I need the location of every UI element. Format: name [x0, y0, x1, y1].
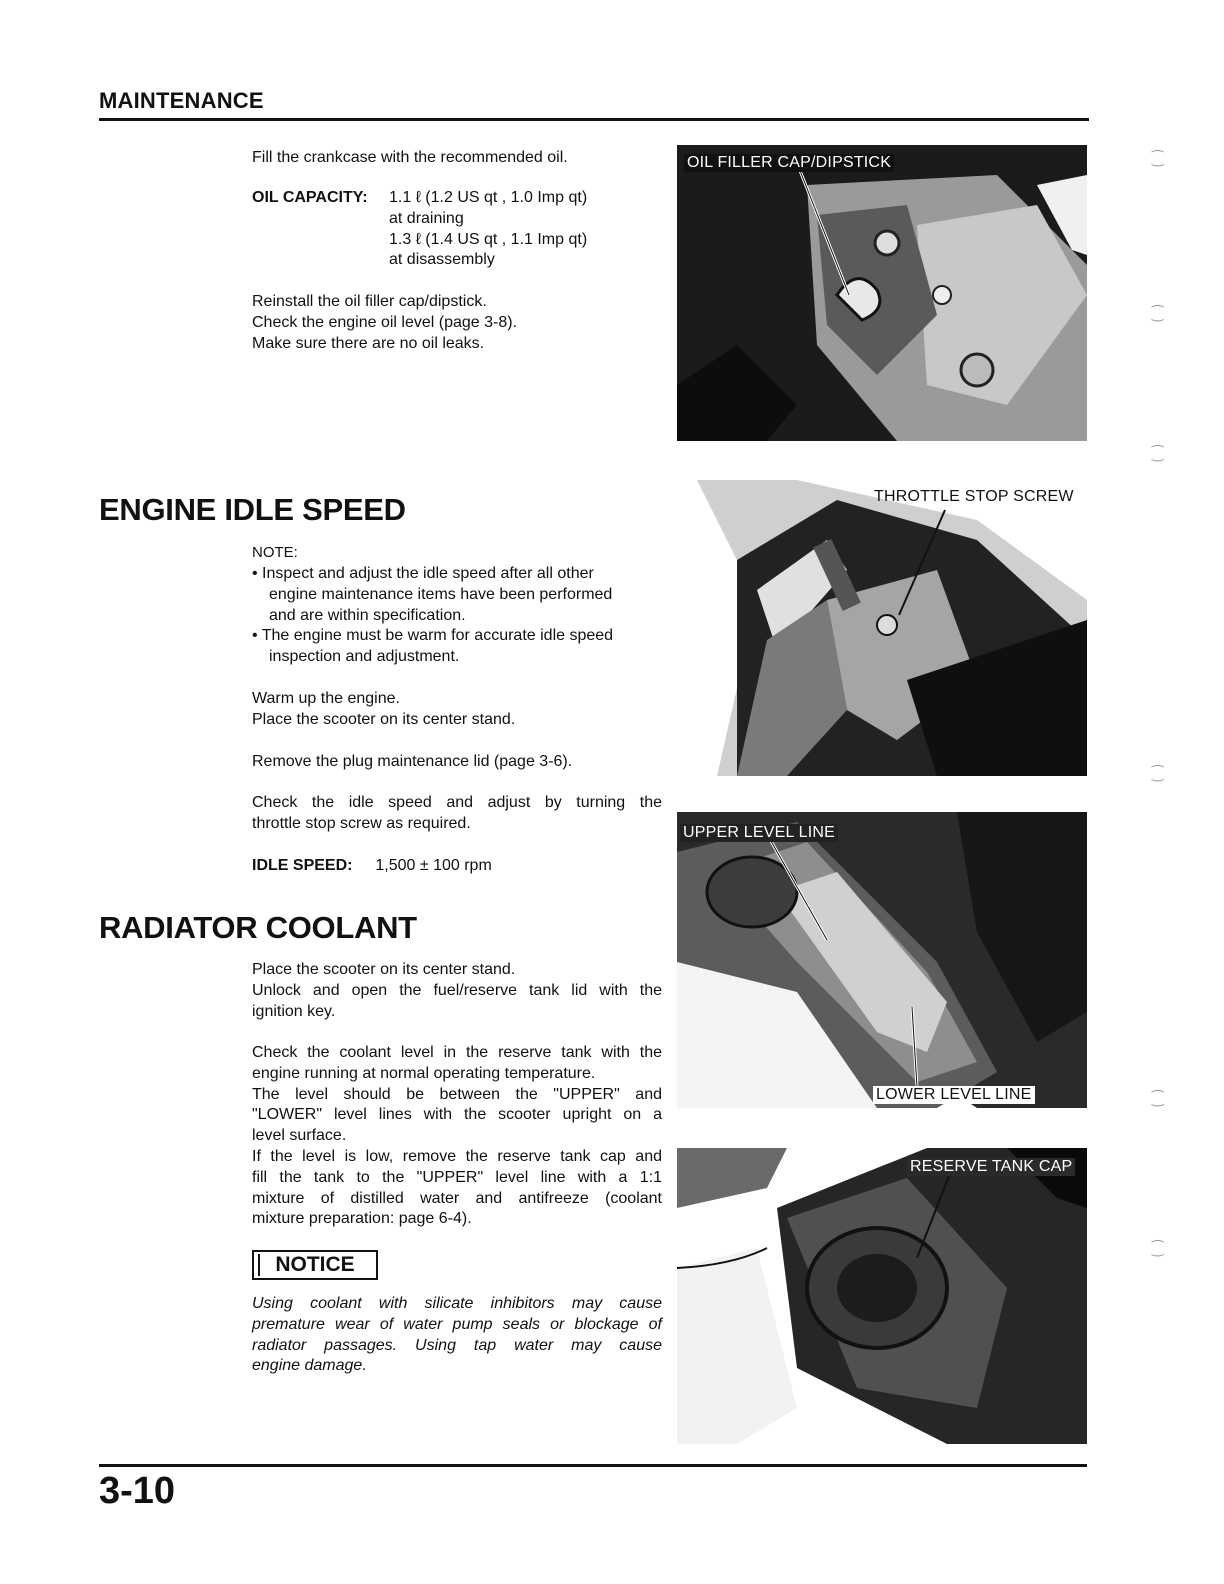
- coolant-text-line: The level should be between the "UPPER" and: [252, 1085, 662, 1103]
- idle-speed-spec: [252, 856, 492, 877]
- throttle-stop-screw-label: THROTTLE STOP SCREW: [874, 488, 1074, 505]
- idle-note-line: inspection and adjustment.: [269, 648, 460, 666]
- coolant-text-line: Place the scooter on its center stand.: [252, 961, 516, 978]
- idle-steps-a: [252, 689, 662, 731]
- idle-note-line: engine maintenance items have been performed: [269, 585, 613, 603]
- reserve-tank-photo: [677, 1148, 1087, 1444]
- section-header: MAINTENANCE: [99, 88, 264, 113]
- idle-step: throttle stop screw as required.: [252, 814, 471, 832]
- notice-text-line: Using coolant with silicate inhibitors may cause: [252, 1295, 662, 1312]
- idle-step-c: [252, 793, 662, 835]
- footer-rule: [99, 1464, 1087, 1467]
- margin-mark: ⁐: [1152, 445, 1164, 461]
- coolant-para1: [252, 960, 662, 1022]
- oil-step: Make sure there are no oil leaks.: [252, 334, 485, 352]
- engine-idle-speed-title: ENGINE IDLE SPEED: [99, 492, 406, 527]
- coolant-text-line: fill the tank to the "UPPER" level line with a 1:1: [252, 1168, 662, 1186]
- idle-step: Warm up the engine.: [252, 690, 400, 707]
- oil-capacity-label: OIL CAPACITY:: [252, 189, 368, 206]
- upper-level-line-label: UPPER LEVEL LINE: [680, 824, 838, 842]
- notice-text-line: engine damage.: [252, 1357, 367, 1375]
- margin-mark: ⁐: [1152, 765, 1164, 781]
- idle-step: Check the idle speed and adjust by turning the: [252, 794, 662, 811]
- header-rule: [99, 118, 1089, 121]
- idle-note-line: • The engine must be warm for accurate idle speed: [252, 627, 614, 645]
- notice-box: NOTICE: [252, 1250, 378, 1280]
- oil-steps: [252, 292, 662, 354]
- coolant-text-line: Check the coolant level in the reserve tank with the: [252, 1044, 662, 1061]
- idle-speed-label: IDLE SPEED:: [252, 857, 353, 874]
- oil-capacity-line: 1.3 ℓ (1.4 US qt , 1.1 Imp qt): [389, 230, 588, 248]
- notice-text: [252, 1294, 662, 1377]
- oil-step: Reinstall the oil filler cap/dipstick.: [252, 293, 487, 310]
- oil-capacity-line: at draining: [389, 209, 464, 227]
- page-number: 3-10: [99, 1470, 176, 1512]
- radiator-coolant-title: RADIATOR COOLANT: [99, 910, 417, 945]
- idle-notes: [252, 564, 662, 668]
- reserve-tank-cap-label: RESERVE TANK CAP: [907, 1158, 1075, 1176]
- oil-capacity-line: 1.1 ℓ (1.2 US qt , 1.0 Imp qt): [389, 189, 588, 206]
- oil-step: Check the engine oil level (page 3-8).: [252, 313, 518, 331]
- coolant-text-line: mixture preparation: page 6-4).: [252, 1210, 472, 1228]
- lower-level-line-label: LOWER LEVEL LINE: [873, 1086, 1035, 1104]
- coolant-text-line: Unlock and open the fuel/reserve tank lid with the: [252, 981, 662, 999]
- notice-text-line: premature wear of water pump seals or blockage of: [252, 1315, 662, 1333]
- oil-fill-text: Fill the crankcase with the recommended oil.: [252, 149, 568, 166]
- idle-note-label: NOTE:: [252, 544, 298, 561]
- idle-speed-value: 1,500 ± 100 rpm: [375, 857, 492, 874]
- oil-capacity-line: at disassembly: [389, 251, 495, 269]
- throttle-photo: [677, 480, 1087, 776]
- idle-step-b: Remove the plug maintenance lid (page 3-6).: [252, 753, 573, 770]
- coolant-text-line: "LOWER" level lines with the scooter upright on a: [252, 1106, 662, 1124]
- coolant-text-line: ignition key.: [252, 1002, 336, 1020]
- margin-mark: ⁐: [1152, 1090, 1164, 1106]
- coolant-text-line: engine running at normal operating temperature.: [252, 1064, 596, 1082]
- oil-capacity-values: [389, 188, 587, 271]
- coolant-text-line: level surface.: [252, 1127, 347, 1145]
- oil-filler-photo: [677, 145, 1087, 441]
- coolant-text-line: mixture of distilled water and antifreeze (coolant: [252, 1189, 662, 1207]
- coolant-para2: [252, 1043, 662, 1230]
- coolant-level-photo: [677, 812, 1087, 1108]
- margin-mark: ⁐: [1152, 305, 1164, 321]
- notice-text-line: radiator passages. Using tap water may cause: [252, 1336, 662, 1354]
- idle-step: Place the scooter on its center stand.: [252, 710, 516, 728]
- margin-mark: ⁐: [1152, 150, 1164, 166]
- margin-mark: ⁐: [1152, 1240, 1164, 1256]
- oil-filler-cap-label: OIL FILLER CAP/DIPSTICK: [684, 154, 894, 172]
- idle-note-line: and are within specification.: [269, 606, 466, 624]
- coolant-text-line: If the level is low, remove the reserve tank cap and: [252, 1147, 662, 1165]
- idle-note-line: • Inspect and adjust the idle speed after all other: [252, 565, 594, 582]
